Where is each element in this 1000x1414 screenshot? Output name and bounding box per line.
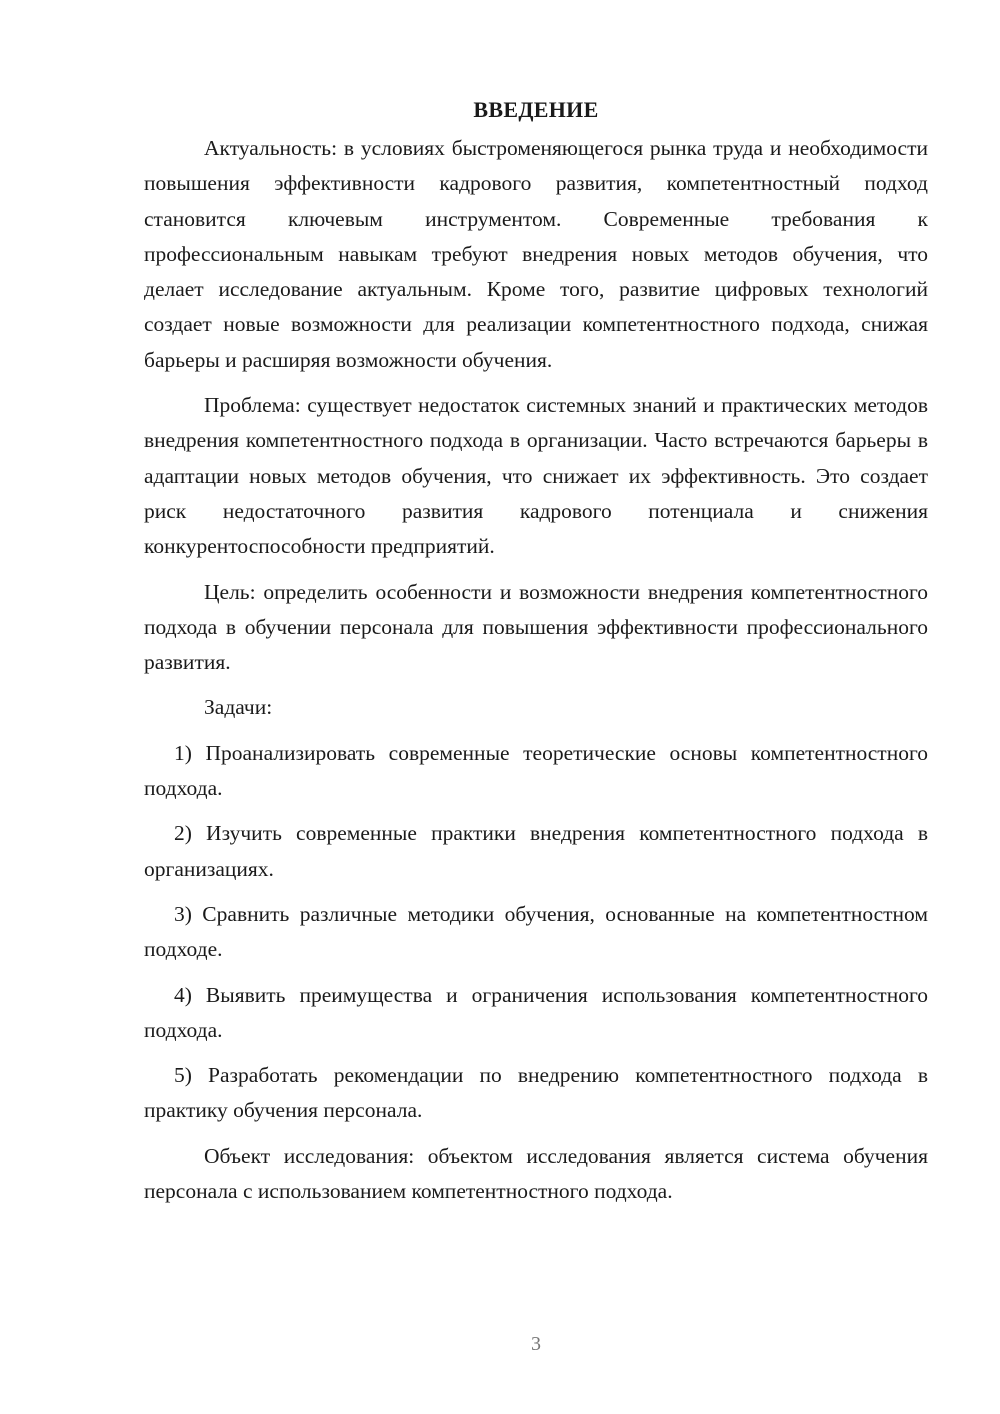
paragraph-goal: Цель: определить особенности и возможности внедрения компетентностного подхода в обучении персонала для повышения эффективности профессионального развития. — [144, 579, 928, 675]
task-item-1: 1) Проанализировать современные теоретические основы компетентностного подхода. — [144, 740, 928, 801]
section-title: ВВЕДЕНИЕ — [473, 97, 599, 122]
task-item-3: 3) Сравнить различные методики обучения, основанные на компетентностном подходе. — [144, 901, 928, 962]
tasks-label: Задачи: — [204, 695, 273, 720]
paragraph-object: Объект исследования: объектом исследования является система обучения персонала с использованием компетентностного подхода. — [144, 1143, 928, 1204]
paragraph-relevance: Актуальность: в условиях быстроменяющегося рынка труда и необходимости повышения эффективности кадрового развития, компетентностный подход становится ключевым инструментом. Современные требования к профессиональным навыкам требуют внедрения новых методов обучения, что делает исследование актуальным. Кроме того, развитие цифровых технологий создает новые возможности для реализации компетентностного подхода, снижая барьеры и расширяя возможности обучения. — [144, 136, 928, 372]
paragraph-problem: Проблема: существует недостаток системных знаний и практических методов внедрения компетентностного подхода в организации. Часто встречаются барьеры в адаптации новых методов обучения, что снижает их эффективность. Это создает риск недостаточного развития кадрового потенциала и снижения конкурентоспособности предприятий. — [144, 393, 928, 559]
task-item-2: 2) Изучить современные практики внедрения компетентностного подхода в организациях. — [144, 821, 928, 881]
document-page — [144, 92, 928, 1219]
task-item-5: 5) Разработать рекомендации по внедрению компетентностного подхода в практику обучения персонала. — [144, 1063, 928, 1123]
task-item-4: 4) Выявить преимущества и ограничения использования компетентностного подхода. — [144, 982, 928, 1042]
page-number: 3 — [531, 1333, 541, 1355]
